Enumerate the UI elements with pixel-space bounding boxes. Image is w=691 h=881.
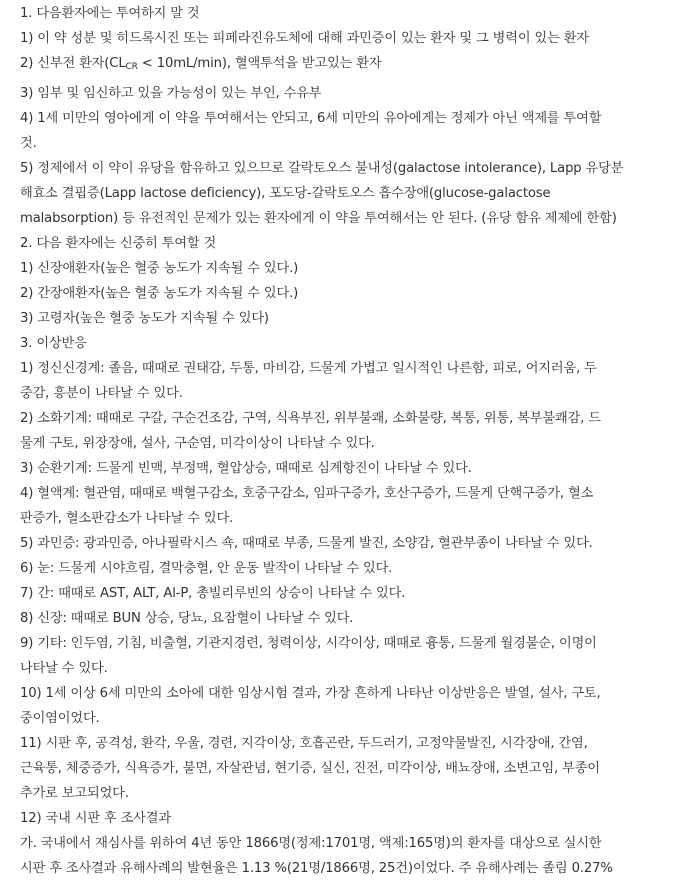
text-line: 10) 1세 이상 6세 미만의 소아에 대한 임상시험 결과, 가장 흔하게 나타난 이상반응은 발열, 설사, 구토,	[20, 686, 601, 701]
text-line: malabsorption) 등 유전적인 문제가 있는 환자에게 이 약을 투여해서는 안 된다. (유당 함유 제제에 한함)	[20, 211, 617, 226]
renal-subscript: CR	[125, 62, 138, 72]
text-line: 2. 다음 환자에는 신중히 투여할 것	[20, 236, 217, 251]
text-line: 1) 정신신경계: 졸음, 때때로 권태감, 두통, 마비감, 드물게 가볍고 일시적인 나른함, 피로, 어지러움, 두	[20, 361, 597, 376]
text-line: 나타날 수 있다.	[20, 661, 108, 676]
text-line: 물게 구토, 위장장애, 설사, 구순염, 미각이상이 나타날 수 있다.	[20, 436, 375, 451]
text-line: 3) 임부 및 임신하고 있을 가능성이 있는 부인, 수유부	[20, 86, 322, 101]
text-line: 추가로 보고되었다.	[20, 786, 129, 801]
text-line: 2) 간장애환자(높은 혈중 농도가 지속될 수 있다.)	[20, 286, 299, 301]
text-line: 4) 혈액계: 혈관염, 때때로 백혈구감소, 호중구감소, 임파구증가, 호산구증가, 드물게 단핵구증가, 혈소	[20, 486, 594, 501]
text-line: 1) 신장애환자(높은 혈중 농도가 지속될 수 있다.)	[20, 261, 299, 276]
text-line: 1. 다음환자에는 투여하지 말 것	[20, 6, 200, 21]
text-line: 4) 1세 미만의 영아에게 이 약을 투여해서는 안되고, 6세 미만의 유아에게는 정제가 아닌 액제를 투여할	[20, 111, 602, 126]
text-line: 가. 국내에서 재심사를 위하여 4년 동안 1866명(정제:1701명, 액제:165명)의 환자를 대상으로 실시한	[20, 836, 602, 851]
text-line: 시판 후 조사결과 유해사례의 발현율은 1.13 %(21명/1866명, 25건)이었다. 주 유해사례는 졸림 0.27%	[20, 861, 613, 876]
text-line: 8) 신장: 때때로 BUN 상승, 당뇨, 요잠혈이 나타날 수 있다.	[20, 611, 354, 626]
renal-suffix: < 10mL/min), 혈액투석을 받고있는 환자	[137, 56, 382, 71]
renal-prefix: 2) 신부전 환자(CL	[20, 56, 126, 71]
text-line: 것.	[20, 136, 37, 151]
text-line: 2) 소화기계: 때때로 구갈, 구순건조감, 구역, 식욕부진, 위부불쾌, 소화불량, 복통, 위통, 복부불쾌감, 드	[20, 411, 601, 426]
text-line-renal	[20, 54, 685, 77]
text-line: 판증가, 혈소판감소가 나타날 수 있다.	[20, 511, 234, 526]
text-line: 6) 눈: 드물게 시야흐림, 결막충혈, 안 운동 발작이 나타날 수 있다.	[20, 561, 393, 576]
text-line: 5) 정제에서 이 약이 유당을 함유하고 있으므로 갈락토오스 불내성(galactose intolerance), Lapp 유당분	[20, 161, 624, 176]
text-line: 3. 이상반응	[20, 336, 87, 351]
text-line: 3) 고령자(높은 혈중 농도가 지속될 수 있다)	[20, 311, 269, 326]
text-line: 9) 기타: 인두염, 기침, 비출혈, 기관지경련, 청력이상, 시각이상, 때때로 흉통, 드물게 월경불순, 이명이	[20, 636, 597, 651]
text-line: 근육통, 체중증가, 식욕증가, 불면, 자살관념, 현기증, 실신, 진전, 미각이상, 배뇨장애, 소변고임, 부종이	[20, 761, 600, 776]
text-line: 중이염이었다.	[20, 711, 100, 726]
text-line: 12) 국내 시판 후 조사결과	[20, 811, 171, 826]
text-line: 7) 간: 때때로 AST, ALT, Al-P, 총빌리루빈의 상승이 나타날 수 있다.	[20, 586, 406, 601]
text-line: 11) 시판 후, 공격성, 환각, 우울, 경련, 지각이상, 호흡곤란, 두드러기, 고정약물발진, 시각장애, 간염,	[20, 736, 588, 751]
text-line: 해효소 결핍증(Lapp lactose deficiency), 포도당-갈락토오스 흡수장애(glucose-galactose	[20, 186, 551, 201]
text-line: 중감, 흥분이 나타날 수 있다.	[20, 386, 183, 401]
text-line: 5) 과민증: 광과민증, 아나필락시스 쇽, 때때로 부종, 드물게 발진, 소양감, 혈관부종이 나타날 수 있다.	[20, 536, 593, 551]
text-line: 1) 이 약 성분 및 히드록시진 또는 피페라진유도체에 대해 과민증이 있는 환자 및 그 병력이 있는 환자	[20, 31, 589, 46]
text-line: 3) 순환기계: 드물게 빈맥, 부정맥, 혈압상승, 때때로 심계항진이 나타날 수 있다.	[20, 461, 472, 476]
